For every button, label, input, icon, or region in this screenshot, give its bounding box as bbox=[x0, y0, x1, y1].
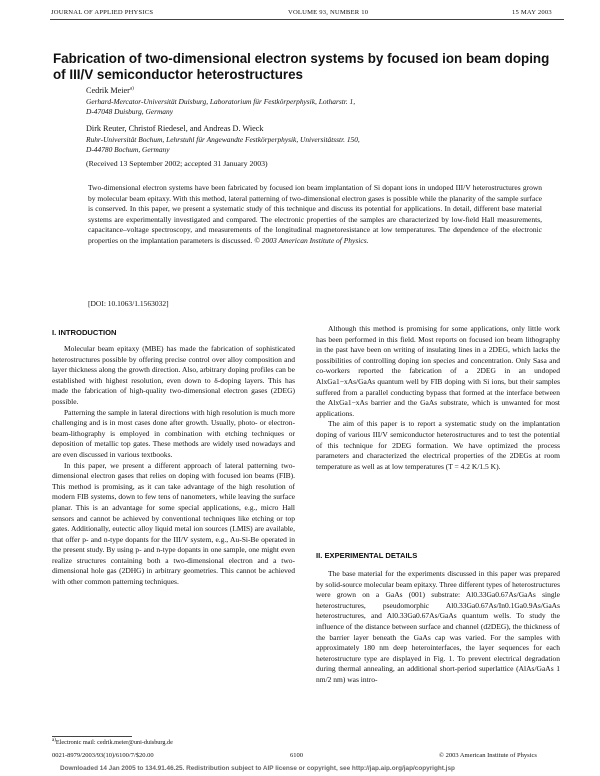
issue-date: 15 MAY 2003 bbox=[512, 9, 552, 16]
author-1-name: Cedrik Meier bbox=[86, 86, 130, 95]
footer-copyright: © 2003 American Institute of Physics bbox=[439, 752, 537, 759]
article-title: Fabrication of two-dimensional electron systems by focused ion beam doping of III/V semiconductor heterostructures bbox=[53, 51, 550, 82]
download-notice[interactable]: Downloaded 14 Jan 2005 to 134.91.46.25. Redistribution subject to AIP license or copyright, see http://jap.aip.org/jap/copyright.jsp bbox=[60, 765, 455, 772]
section-heading-experimental: II. EXPERIMENTAL DETAILS bbox=[316, 551, 418, 560]
section-heading-introduction: I. INTRODUCTION bbox=[52, 328, 117, 337]
author-1 bbox=[86, 86, 134, 95]
author-2: Dirk Reuter, Christof Riedesel, and Andreas D. Wieck bbox=[86, 124, 264, 133]
intro-paragraph-3: In this paper, we present a different approach of lateral patterning two-dimensional electron gases that relies on doping with focused ion beams (FIB). This method is promising, as it can take advantage of the high resolution of modern FIB systems, down to few tens of nanometers, while leaving the surface planar. This is an advantage for some special applications, e.g., micro Hall sensors and cannot be achieved by conventional techniques like etching or top gates. Additionally, eutectic alloy liquid metal ion sources (LMIS) are available, that offer p- and n-type dopants for the III/V system, e.g., Au-Si-Be operated in the present study. By using p- and n-type dopants in one sample, one might even realize structures containing both a two-dimensional electron and a two-dimensional hole gas (2DHG) in arbitrary geometries. This cannot be achieved with other common patterning techniques. bbox=[52, 460, 295, 587]
abstract-copyright: © 2003 American Institute of Physics. bbox=[254, 235, 369, 245]
doi[interactable]: [DOI: 10.1063/1.1563032] bbox=[88, 299, 169, 308]
footnote-rule bbox=[52, 736, 132, 737]
abstract bbox=[88, 183, 542, 247]
page-number: 6100 bbox=[290, 752, 303, 759]
experimental-paragraph-1: The base material for the experiments discussed in this paper was prepared by solid-source molecular beam epitaxy. Three different types of heterostructures were grown on a GaAs (001) substrate: Al0.33Ga0.67As/GaAs single heterostructures, pseudomorphic Al0.33Ga0.67As/In0.1Ga0.9As/GaAs heterostructures, and Al0.33Ga0.67As/GaAs quantum wells. To study the influence of the distance between surface and channel (d2DEG), the thickness of the barrier layer beneath the GaAs cap was varied. For the samples with approximately 180 nm deep heterointerfaces, the layer sequences for each heterostructure type are displayed in Fig. 1. To prevent electrical degradation during thermal annealing, an additional short-period superlattice (AlAs/GaAs 1 nm/2 nm) was intro- bbox=[316, 569, 560, 684]
affiliation-1-line-2: D-47048 Duisburg, Germany bbox=[86, 106, 173, 116]
author-1-mark: a) bbox=[129, 86, 134, 92]
experimental-text bbox=[316, 569, 560, 686]
affiliation-2-line-2: D-44780 Bochum, Germany bbox=[86, 144, 170, 154]
intro-paragraph-2: Patterning the sample in lateral directions with high resolution is much more challenging and is in most cases done after growth. Usually, photo- or electron-beam-lithography is employed in combination with etching techniques or deposition of metallic top gates. These methods are widely used nowadays and are even discussed in various textbooks. bbox=[52, 407, 295, 459]
header-rule bbox=[50, 19, 564, 20]
affiliation-2 bbox=[86, 135, 360, 154]
footnote-text: Electronic mail: cedrik.meier@uni-duisburg.de bbox=[55, 739, 173, 746]
footer-issn: 0021-8979/2003/93(10)/6100/7/$20.00 bbox=[52, 752, 154, 759]
abstract-text: Two-dimensional electron systems have been fabricated by focused ion beam implantation of Si dopant ions in undoped III/V heterostructures grown by molecular beam epitaxy. With this method, lateral patterning of two-dimensional electron gases is possible while the planarity of the sample surface is conserved. In this paper, we present a systematic study of this technique and discuss its potential for applications. In detail, different base material systems are experimentally investigated and compared. The electronic properties of the samples are characterized by low-field Hall measurements, capacitance–voltage spectroscopy, and measurements of the longitudinal magnetoresistance at low temperatures. The dependence of the electronic properties on the implantation parameters is discussed. bbox=[88, 183, 542, 245]
affiliation-1 bbox=[86, 97, 355, 116]
affiliation-2-line-1: Ruhr-Universität Bochum, Lehrstuhl für Angewandte Festkörperphysik, Universitätsstr. 150, bbox=[86, 135, 360, 144]
intro-paragraph-4: Although this method is promising for some applications, only little work has been performed in this field. Most reports on focused ion beam lithography in the past have been on writing of insulating lines in a 2DEG, which lacks the possibilities of controlling doping ion species and concentration. Only Sasa and co-workers reported the fabrication of a 2DEG in an undoped AlxGa1−xAs/GaAs quantum well by FIB doping with Si ions, but their samples suffered from a parallel conducting bypass that formed at the interface between the AlxGa1−xAs barrier and the GaAs substrate, which is unwanted for most applications. bbox=[316, 324, 560, 418]
left-column bbox=[52, 344, 295, 588]
volume-number: VOLUME 93, NUMBER 10 bbox=[288, 9, 369, 16]
intro-paragraph-1: Molecular beam epitaxy (MBE) has made the fabrication of sophisticated heterostructures possible by offering precise control over alloy composition and layer thickness along the growth direction. Also, arbitrary doping profiles can be established with highest resolution, even down to δ-doping layers. This has made the fabrication of high-quality two-dimensional electron gases (2DEG) possible. bbox=[52, 344, 295, 406]
footnote: $^{a)}$Electronic mail: cedrik.meier@uni-duisburg.de bbox=[52, 737, 173, 746]
journal-name: JOURNAL OF APPLIED PHYSICS bbox=[51, 9, 154, 16]
received-dates: (Received 13 September 2002; accepted 31 January 2003) bbox=[86, 159, 268, 168]
intro-paragraph-5: The aim of this paper is to report a systematic study on the implantation doping of various III/V semiconductor heterostructures and to test the potential of this technique for 2DEG formation. We have optimized the process parameters and characterized the electrical properties of the 2DEGs at room temperature as well as at low temperatures (T = 4.2 K/1.5 K). bbox=[316, 419, 560, 471]
right-column bbox=[316, 324, 560, 472]
affiliation-1-line-1: Gerhard-Mercator-Universität Duisburg, Laboratorium für Festkörperphysik, Lotharstr. 1, bbox=[86, 97, 356, 106]
